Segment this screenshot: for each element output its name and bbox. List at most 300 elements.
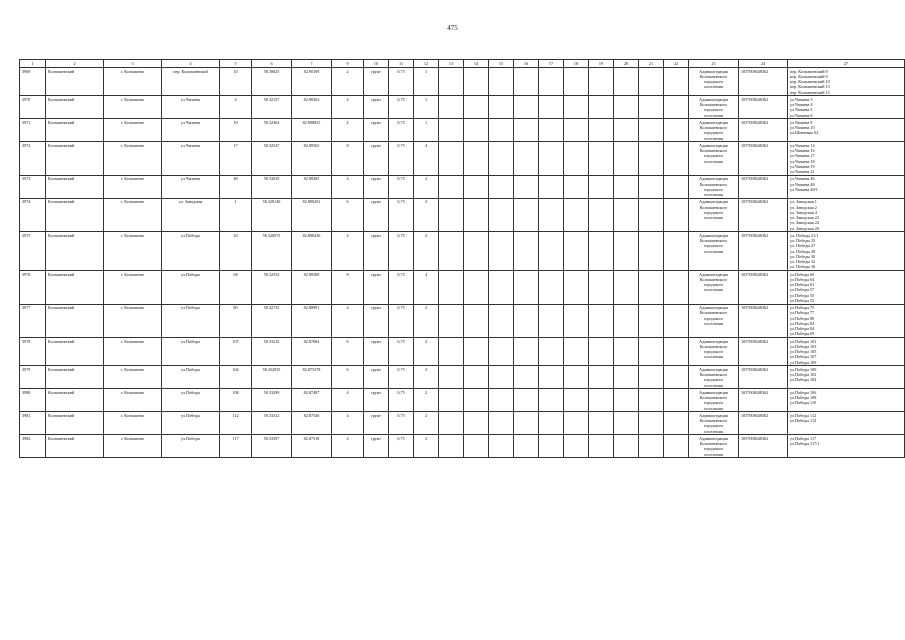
addresses-cell	[788, 271, 905, 305]
empty-cell	[539, 435, 564, 458]
house-cell: 104	[220, 366, 252, 389]
volume-cell: 0,75	[389, 96, 414, 119]
house-cell: 68	[220, 271, 252, 305]
addresses-cell-line: ул.Победы 117/1	[790, 441, 820, 446]
empty-cell	[564, 96, 589, 119]
empty-cell	[639, 198, 664, 232]
empty-cell	[489, 142, 514, 176]
owner-cell-line: Колпашевского	[699, 372, 728, 377]
owner-cell-line: Администрация	[699, 412, 728, 418]
count-cell: 4	[332, 412, 364, 435]
empty-cell	[589, 304, 614, 338]
district-cell: Колпашевский	[46, 304, 104, 338]
owner-cell	[689, 412, 739, 435]
owner-cell-line: Администрация	[699, 389, 728, 395]
empty-cell	[514, 412, 539, 435]
column-header: 11	[389, 60, 414, 68]
bins-cell: 1	[414, 119, 439, 142]
addresses-cell-line: ул. Заводская 26	[790, 225, 819, 231]
house-cell: 48	[220, 175, 252, 198]
surface-cell: грунт	[364, 304, 389, 338]
addresses-cell-line: ул.Победы 61	[790, 282, 815, 287]
latitude-cell: 58.30625	[252, 68, 292, 96]
ogrn-cell: 1057008448362	[739, 435, 788, 458]
row-number: 3982	[20, 435, 46, 458]
row-number: 3974	[20, 198, 46, 232]
empty-cell	[589, 435, 614, 458]
column-header: 5	[220, 60, 252, 68]
street-cell: ул.Чапаева	[162, 175, 220, 198]
addresses-cell-line: ул.Победы 60	[790, 271, 815, 277]
addresses-cell-line: ул.Чапаева 5	[790, 107, 813, 113]
owner-cell-line: поселения	[704, 405, 723, 411]
owner-cell	[689, 119, 739, 142]
latitude-cell: 58.33332	[252, 412, 292, 435]
column-header: 12	[414, 60, 439, 68]
empty-cell	[639, 119, 664, 142]
street-cell: ул.Чапаева	[162, 142, 220, 176]
addresses-cell-line: ул. Заводская 1	[790, 199, 817, 205]
addresses-cell	[788, 175, 905, 198]
count-cell: 2	[332, 68, 364, 96]
surface-cell: грунт	[364, 175, 389, 198]
column-header: 10	[364, 60, 389, 68]
empty-cell	[514, 232, 539, 271]
empty-cell	[439, 142, 464, 176]
table-row	[20, 338, 905, 366]
addresses-cell-line: ул.Чапаева 10	[790, 125, 815, 130]
empty-cell	[614, 175, 639, 198]
longitude-cell: 82.89565	[292, 142, 332, 176]
owner-cell-line: Администрация	[699, 119, 728, 125]
empty-cell	[539, 119, 564, 142]
street-cell: ул.Победы	[162, 338, 220, 366]
house-cell: 117	[220, 435, 252, 458]
empty-cell	[664, 198, 689, 232]
empty-cell	[439, 271, 464, 305]
column-header: 14	[464, 60, 489, 68]
column-header: 7	[292, 60, 332, 68]
empty-cell	[614, 304, 639, 338]
addresses-cell-line: ул.Победы 55	[790, 292, 815, 298]
empty-cell	[664, 304, 689, 338]
row-number: 3970	[20, 96, 46, 119]
owner-cell-line: городского	[703, 315, 724, 321]
column-header: 27	[788, 60, 905, 68]
owner-cell-line: Администрация	[699, 305, 728, 310]
empty-cell	[439, 304, 464, 338]
empty-cell	[664, 232, 689, 271]
row-number: 3969	[20, 68, 46, 96]
empty-cell	[639, 271, 664, 305]
longitude-cell: 82.89285	[292, 175, 332, 198]
ogrn-cell: 1057008448362	[739, 412, 788, 435]
empty-cell	[514, 119, 539, 142]
empty-cell	[464, 435, 489, 458]
empty-cell	[439, 96, 464, 119]
table-body	[20, 68, 905, 458]
volume-cell: 0,75	[389, 271, 414, 305]
city-cell: г. Колпашево	[104, 389, 162, 412]
owner-cell-line: поселения	[704, 84, 723, 90]
empty-cell	[539, 366, 564, 389]
city-cell: г. Колпашево	[104, 142, 162, 176]
empty-cell	[464, 412, 489, 435]
surface-cell: грунт	[364, 68, 389, 96]
volume-cell: 0.75	[389, 366, 414, 389]
count-cell: 6	[332, 366, 364, 389]
addresses-cell-line: ул.Чапаева 14	[790, 142, 815, 148]
longitude-cell: 82.875378	[292, 366, 332, 389]
volume-cell: 0,75	[389, 435, 414, 458]
longitude-cell: 82.890291	[292, 198, 332, 232]
surface-cell: грунт	[364, 271, 389, 305]
volume-cell: 0,75	[389, 304, 414, 338]
owner-cell-line: Колпашевского	[699, 238, 728, 243]
addresses-cell	[788, 389, 905, 412]
addresses-cell-line: пер. Колпашевский 10	[790, 79, 830, 84]
table-row	[20, 412, 905, 435]
addresses-cell-line: ул.Чапаева 18	[790, 158, 815, 164]
count-cell: 6	[332, 338, 364, 366]
empty-cell	[489, 232, 514, 271]
empty-cell	[539, 389, 564, 412]
addresses-cell	[788, 96, 905, 119]
empty-cell	[514, 304, 539, 338]
addresses-cell-line: пер. Колпашевский 9	[790, 73, 828, 79]
volume-cell: 0.75	[389, 175, 414, 198]
longitude-cell: 82.87318	[292, 435, 332, 458]
page-number: 475	[447, 24, 458, 32]
city-cell: г. Колпашево	[104, 96, 162, 119]
volume-cell: 0,75	[389, 119, 414, 142]
empty-cell	[514, 96, 539, 119]
latitude-cell: 58.32137	[252, 96, 292, 119]
city-cell: г. Колпашево	[104, 232, 162, 271]
city-cell: г. Колпашево	[104, 366, 162, 389]
empty-cell	[614, 412, 639, 435]
empty-cell	[439, 389, 464, 412]
empty-cell	[514, 175, 539, 198]
owner-cell-line: Колпашевского	[699, 343, 728, 349]
row-number: 3973	[20, 175, 46, 198]
column-header: 17	[539, 60, 564, 68]
count-cell: 2	[332, 119, 364, 142]
addresses-cell-line: ул.Победы 101	[790, 338, 817, 344]
owner-cell-line: Колпашевского	[699, 310, 728, 316]
table-row	[20, 142, 905, 176]
owner-cell-line: Колпашевского	[699, 181, 728, 187]
empty-cell	[539, 338, 564, 366]
surface-cell: грунт	[364, 338, 389, 366]
longitude-cell: 82.87546	[292, 412, 332, 435]
empty-cell	[539, 175, 564, 198]
owner-cell-line: поселения	[704, 287, 723, 293]
empty-cell	[539, 198, 564, 232]
owner-cell-line: поселения	[704, 428, 723, 434]
empty-cell	[514, 338, 539, 366]
owner-cell-line: Колпашевского	[699, 418, 728, 423]
owner-cell-line: Администрация	[699, 176, 728, 182]
surface-cell: грунт	[364, 366, 389, 389]
count-cell: 4	[332, 304, 364, 338]
empty-cell	[514, 435, 539, 458]
city-cell: г. Колпашево	[104, 119, 162, 142]
table-row	[20, 119, 905, 142]
city-cell: г. Колпашево	[104, 271, 162, 305]
district-cell: Колпашевский	[46, 232, 104, 271]
column-header: 3	[104, 60, 162, 68]
addresses-cell-line: ул. Заводская 24	[790, 220, 819, 226]
empty-cell	[664, 366, 689, 389]
volume-cell: 0,75	[389, 389, 414, 412]
empty-cell	[614, 198, 639, 232]
house-cell: 17	[220, 142, 252, 176]
empty-cell	[439, 198, 464, 232]
bins-cell: 2	[414, 175, 439, 198]
addresses-cell-line: ул.Победы 77	[790, 310, 815, 316]
owner-cell-line: Колпашевского	[699, 276, 728, 282]
empty-cell	[539, 412, 564, 435]
latitude-cell: 58.32547	[252, 142, 292, 176]
empty-cell	[664, 389, 689, 412]
owner-cell-line: городского	[703, 282, 724, 287]
addresses-cell	[788, 142, 905, 176]
count-cell: 8	[332, 271, 364, 305]
latitude-cell: 58.33029	[252, 175, 292, 198]
empty-cell	[639, 435, 664, 458]
owner-cell-line: городского	[703, 209, 724, 215]
owner-cell-line: городского	[703, 446, 724, 452]
latitude-cell: 58.328140	[252, 198, 292, 232]
addresses-cell	[788, 232, 905, 271]
addresses-cell-line: ул. Заводская 2	[790, 204, 817, 210]
owner-cell-line: Администрация	[699, 338, 728, 344]
empty-cell	[539, 232, 564, 271]
ogrn-cell: 1057008448362	[739, 96, 788, 119]
empty-cell	[439, 435, 464, 458]
table-row	[20, 304, 905, 338]
empty-cell	[464, 96, 489, 119]
latitude-cell: 58.332035	[252, 366, 292, 389]
owner-cell-line: Колпашевского	[699, 125, 728, 130]
empty-cell	[639, 68, 664, 96]
column-header: 6	[252, 60, 292, 68]
addresses-cell-line: ул.Победы 52	[790, 297, 815, 303]
addresses-cell-line: ул.Чапаева 46	[790, 176, 815, 182]
surface-cell: грунт	[364, 412, 389, 435]
owner-cell-line: поселения	[704, 192, 723, 197]
house-cell: 10	[220, 119, 252, 142]
empty-cell	[639, 142, 664, 176]
empty-cell	[539, 304, 564, 338]
empty-cell	[464, 271, 489, 305]
empty-cell	[514, 366, 539, 389]
city-cell: г. Колпашево	[104, 435, 162, 458]
owner-cell-line: поселения	[704, 320, 723, 326]
addresses-cell-line: ул.Победы 102	[790, 372, 817, 377]
empty-cell	[489, 175, 514, 198]
bins-cell: 2	[414, 435, 439, 458]
addresses-cell-line: ул.Победы 107	[790, 354, 817, 360]
owner-cell-line: городского	[703, 349, 724, 354]
ogrn-cell: 1057008448362	[739, 271, 788, 305]
addresses-cell-line: ул.Победы 84	[790, 326, 815, 331]
empty-cell	[639, 366, 664, 389]
city-cell: г. Колпашево	[104, 338, 162, 366]
volume-cell: 0,75	[389, 198, 414, 232]
addresses-cell-line: пер. Колпашевский 15	[790, 89, 830, 95]
addresses-cell-line: пер. Колпашевский 13	[790, 84, 830, 90]
empty-cell	[589, 198, 614, 232]
empty-cell	[614, 142, 639, 176]
addresses-cell-line: ул. Победы 21/1	[790, 232, 819, 238]
ogrn-cell: 1057008448362	[739, 366, 788, 389]
addresses-cell	[788, 304, 905, 338]
addresses-cell-line: ул. Победы 28	[790, 248, 816, 254]
empty-cell	[539, 68, 564, 96]
addresses-cell-line: ул.Победы 100	[790, 366, 817, 372]
district-cell: Колпашевский	[46, 366, 104, 389]
street-cell: ул.Победы	[162, 389, 220, 412]
latitude-cell: 58.33210	[252, 338, 292, 366]
empty-cell	[464, 232, 489, 271]
owner-cell-line: Администрация	[699, 435, 728, 441]
empty-cell	[489, 435, 514, 458]
owner-cell	[689, 175, 739, 198]
addresses-cell-line: ул.Чапаева 3	[790, 96, 813, 102]
empty-cell	[639, 412, 664, 435]
surface-cell: грунт	[364, 389, 389, 412]
volume-cell: 0,75	[389, 232, 414, 271]
column-header: 23	[689, 60, 739, 68]
empty-cell	[464, 366, 489, 389]
ogrn-cell: 1057008448362	[739, 68, 788, 96]
empty-cell	[664, 412, 689, 435]
street-cell: ул.Победы	[162, 366, 220, 389]
count-cell: 6	[332, 198, 364, 232]
surface-cell: грунт	[364, 96, 389, 119]
registry-table	[19, 59, 905, 458]
empty-cell	[564, 412, 589, 435]
district-cell: Колпашевский	[46, 435, 104, 458]
ogrn-cell: 1057008448362	[739, 142, 788, 176]
bins-cell: 1	[414, 68, 439, 96]
owner-cell-line: городского	[703, 186, 724, 192]
empty-cell	[664, 338, 689, 366]
empty-cell	[639, 96, 664, 119]
addresses-cell-line: ул.Чапаева 16	[790, 148, 815, 153]
city-cell: г. Колпашево	[104, 412, 162, 435]
table-row	[20, 389, 905, 412]
addresses-cell-line: ул.Чапаева 19	[790, 163, 815, 169]
owner-cell-line: поселения	[704, 354, 723, 360]
volume-cell: 0.75	[389, 412, 414, 435]
row-number: 3981	[20, 412, 46, 435]
longitude-cell: 82.87487	[292, 389, 332, 412]
empty-cell	[614, 68, 639, 96]
table-row	[20, 271, 905, 305]
ogrn-cell: 1057008448362	[739, 198, 788, 232]
empty-cell	[514, 68, 539, 96]
addresses-cell	[788, 412, 905, 435]
empty-cell	[589, 338, 614, 366]
addresses-cell-line: ул.Победы 109	[790, 359, 817, 365]
empty-cell	[439, 232, 464, 271]
row-number: 3979	[20, 366, 46, 389]
addresses-cell-line: ул.Победы 80	[790, 315, 815, 321]
empty-cell	[564, 366, 589, 389]
addresses-cell-line: ул. Заводская 4	[790, 209, 817, 215]
owner-cell-line: Администрация	[699, 199, 728, 205]
empty-cell	[639, 232, 664, 271]
house-cell: 112	[220, 412, 252, 435]
column-header: 15	[489, 60, 514, 68]
surface-cell: грунт	[364, 142, 389, 176]
city-cell: г. Колпашево	[104, 68, 162, 96]
empty-cell	[489, 389, 514, 412]
count-cell: 2	[332, 232, 364, 271]
owner-cell-line: городского	[703, 79, 724, 84]
owner-cell-line: поселения	[704, 158, 723, 164]
table-row	[20, 435, 905, 458]
empty-cell	[464, 304, 489, 338]
addresses-cell	[788, 198, 905, 232]
owner-cell-line: городского	[703, 153, 724, 159]
owner-cell-line: Колпашевского	[699, 204, 728, 210]
empty-cell	[464, 198, 489, 232]
surface-cell: грунт	[364, 232, 389, 271]
empty-cell	[589, 232, 614, 271]
table-row	[20, 198, 905, 232]
column-header: 1	[20, 60, 46, 68]
empty-cell	[664, 119, 689, 142]
latitude-cell: 58.320075	[252, 232, 292, 271]
district-cell: Колпашевский	[46, 96, 104, 119]
empty-cell	[664, 175, 689, 198]
owner-cell	[689, 304, 739, 338]
row-number: 3975	[20, 232, 46, 271]
empty-cell	[564, 68, 589, 96]
empty-cell	[464, 175, 489, 198]
owner-cell	[689, 142, 739, 176]
city-cell: г. Колпашево	[104, 175, 162, 198]
street-cell: ул.Победы	[162, 304, 220, 338]
owner-cell-line: Администрация	[699, 366, 728, 372]
empty-cell	[614, 232, 639, 271]
house-cell: 30	[220, 232, 252, 271]
addresses-cell-line: ул.Победы 57	[790, 287, 815, 293]
column-header: 20	[614, 60, 639, 68]
column-header-row	[20, 60, 905, 68]
addresses-cell-line: ул.Чапаева 9	[790, 119, 813, 125]
owner-cell-line: Колпашевского	[699, 148, 728, 153]
addresses-cell-line: ул.Чапаева 4	[790, 102, 813, 107]
addresses-cell	[788, 435, 905, 458]
owner-cell-line: Администрация	[699, 142, 728, 148]
longitude-cell: 82.87684	[292, 338, 332, 366]
empty-cell	[464, 389, 489, 412]
empty-cell	[614, 338, 639, 366]
empty-cell	[589, 175, 614, 198]
empty-cell	[664, 271, 689, 305]
house-cell: 10	[220, 68, 252, 96]
district-cell: Колпашевский	[46, 198, 104, 232]
addresses-cell-line: ул.Чапаева 17	[790, 153, 815, 159]
empty-cell	[439, 338, 464, 366]
owner-cell-line: поселения	[704, 112, 723, 118]
owner-cell-line: Колпашевского	[699, 395, 728, 400]
